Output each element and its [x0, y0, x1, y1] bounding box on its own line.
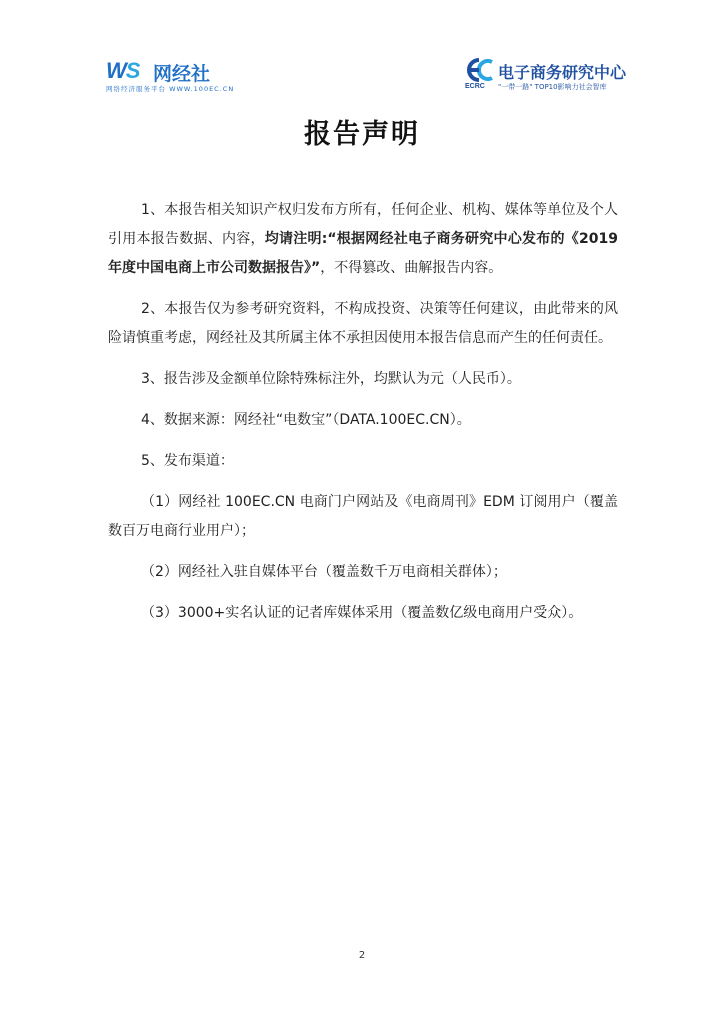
channel-item-1: （1）网经社 100EC.CN 电商门户网站及《电商周刊》EDM 订阅用户（覆盖数百万电商行业用户）； [108, 494, 618, 539]
page-number: 2 [358, 950, 366, 961]
statement-paragraph-1: 1、本报告相关知识产权归发布方所有，任何企业、机构、媒体等单位及个人引用本报告数据、内容，均请注明:“根据网经社电子商务研究中心发布的《2019年度中国电商上市公司数据报告》”，不得篡改、曲解报告内容。 [108, 202, 619, 276]
statement-paragraph-5: 5、发布渠道： [141, 453, 234, 469]
statement-paragraph-4: 4、数据来源：网经社“电数宝”（DATA.100EC.CN）。 [141, 412, 471, 428]
citation-requirement: 均请注明:“根据网经社电子商务研究中心发布的《2019年度中国电商上市公司数据报告》” [108, 231, 619, 276]
wangjingshe-brand-text: 网经社 [153, 63, 211, 85]
statement-body [108, 196, 618, 640]
wangjingshe-logo [106, 58, 235, 94]
statement-paragraph-2: 2、本报告仅为参考研究资料，不构成投资、决策等任何建议，由此带来的风险请慎重考虑，网经社及其所属主体不承担因使用本报告信息而产生的任何责任。 [108, 301, 618, 346]
ecrc-text: ECRC [465, 83, 485, 90]
page-title: 报告声明 [304, 119, 420, 150]
wangjingshe-subtitle: 网络经济服务平台 WWW.100EC.CN [106, 85, 235, 93]
page-header [0, 0, 724, 110]
channel-item-3: （3）3000+实名认证的记者库媒体采用（覆盖数亿级电商用户受众）。 [141, 605, 583, 621]
ecrc-tagline: "一带一路" TOP10影响力社会智库 [498, 83, 607, 91]
ecrc-logo [465, 58, 625, 94]
ec-logo-icon [465, 58, 495, 82]
channel-item-2: （2）网经社入驻自媒体平台（覆盖数千万电商相关群体）； [141, 564, 507, 580]
ws-logo-mark: WS [106, 58, 140, 83]
ecrc-name: 电子商务研究中心 [498, 63, 627, 82]
statement-paragraph-3: 3、报告涉及金额单位除特殊标注外，均默认为元（人民币）。 [141, 371, 521, 387]
